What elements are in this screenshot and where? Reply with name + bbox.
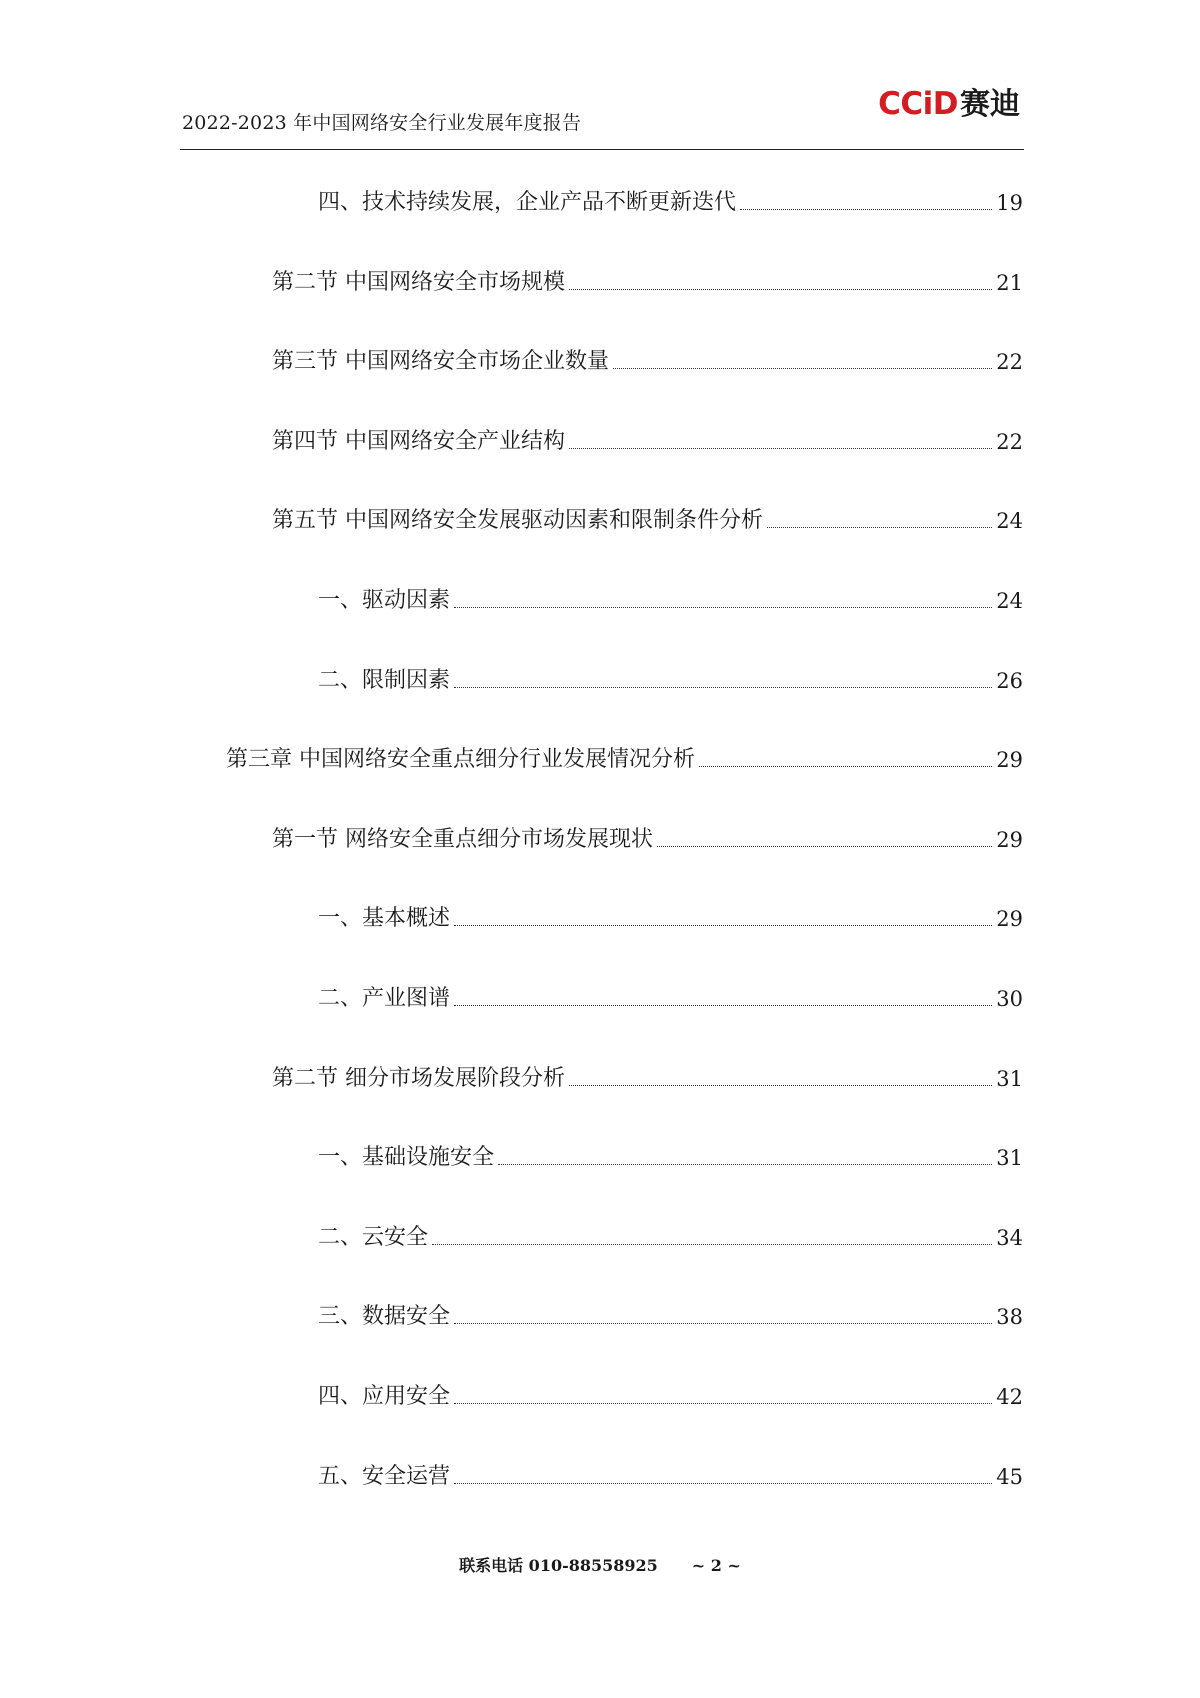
toc-entry-title: 二、产业图谱 [318, 986, 451, 1011]
toc-entry-title: 四、应用安全 [318, 1384, 451, 1409]
toc-entry[interactable] [318, 578, 1023, 612]
toc-dot-leader [613, 368, 992, 369]
toc-entry-title: 第四节 中国网络安全产业结构 [272, 429, 565, 454]
toc-entry-page: 45 [996, 1465, 1023, 1489]
logo-cjk-text: 赛迪 [960, 87, 1020, 122]
toc-entry-page: 42 [996, 1385, 1023, 1409]
toc-entry-title: 第二节 中国网络安全市场规模 [272, 270, 565, 295]
toc-entry[interactable] [272, 260, 1023, 294]
toc-entry[interactable] [318, 658, 1023, 692]
toc-dot-leader [498, 1164, 992, 1165]
toc-dot-leader [657, 846, 992, 847]
toc-entry[interactable] [272, 1056, 1023, 1090]
toc-dot-leader [569, 289, 992, 290]
toc-entry-title: 一、驱动因素 [318, 588, 451, 613]
toc-entry-title: 第一节 网络安全重点细分市场发展现状 [272, 827, 653, 852]
toc-entry-title: 第三节 中国网络安全市场企业数量 [272, 349, 609, 374]
toc-entry[interactable] [272, 817, 1023, 851]
toc-entry-page: 26 [996, 669, 1023, 693]
toc-entry-page: 19 [996, 191, 1023, 215]
toc-entry-title: 第五节 中国网络安全发展驱动因素和限制条件分析 [272, 508, 763, 533]
toc-entry[interactable] [318, 1135, 1023, 1169]
toc-entry-page: 31 [996, 1146, 1023, 1170]
page-number: ~ 2 ~ [691, 1556, 741, 1575]
toc-entry-title: 一、基础设施安全 [318, 1145, 495, 1170]
toc-entry-page: 34 [996, 1226, 1023, 1250]
toc-dot-leader [432, 1244, 992, 1245]
toc-dot-leader [454, 687, 992, 688]
page-footer [0, 1553, 1200, 1576]
toc-entry-title: 二、云安全 [318, 1225, 429, 1250]
toc-dot-leader [569, 1085, 992, 1086]
toc-dot-leader [454, 607, 992, 608]
toc-entry[interactable] [226, 737, 1023, 771]
toc-entry-title: 第三章 中国网络安全重点细分行业发展情况分析 [226, 747, 695, 772]
toc-dot-leader [454, 925, 992, 926]
toc-dot-leader [740, 209, 992, 210]
toc-entry-title: 一、基本概述 [318, 906, 451, 931]
toc-dot-leader [767, 527, 992, 528]
toc-entry-title: 四、技术持续发展，企业产品不断更新迭代 [318, 190, 737, 215]
toc-entry-page: 29 [996, 907, 1023, 931]
toc-entry-page: 21 [996, 271, 1023, 295]
toc-entry-page: 38 [996, 1305, 1023, 1329]
toc-entry-page: 30 [996, 987, 1023, 1011]
toc-entry-title: 二、限制因素 [318, 668, 451, 693]
contact-phone: 联系电话 010-88558925 [459, 1556, 658, 1575]
toc-entry-title: 第二节 细分市场发展阶段分析 [272, 1066, 565, 1091]
toc-dot-leader [454, 1323, 992, 1324]
toc-dot-leader [454, 1483, 992, 1484]
toc-entry[interactable] [272, 419, 1023, 453]
toc-entry[interactable] [318, 896, 1023, 930]
toc-entry-page: 31 [996, 1067, 1023, 1091]
toc-entry-page: 29 [996, 748, 1023, 772]
toc-entry[interactable] [272, 339, 1023, 373]
toc-entry-title: 五、安全运营 [318, 1464, 451, 1489]
toc-entry-page: 29 [996, 828, 1023, 852]
toc-entry[interactable] [318, 1374, 1023, 1408]
toc-entry[interactable] [318, 180, 1023, 214]
page-header [180, 86, 1024, 150]
toc-entry[interactable] [318, 1215, 1023, 1249]
toc-entry[interactable] [318, 976, 1023, 1010]
toc-entry[interactable] [318, 1454, 1023, 1488]
toc-dot-leader [699, 766, 992, 767]
logo-latin-text: CCiD [878, 86, 958, 122]
toc-dot-leader [454, 1005, 992, 1006]
toc-entry[interactable] [318, 1294, 1023, 1328]
toc-dot-leader [569, 448, 992, 449]
toc-entry[interactable] [272, 498, 1023, 532]
toc-entry-page: 24 [996, 509, 1023, 533]
toc-entry-page: 22 [996, 350, 1023, 374]
toc-entry-page: 24 [996, 589, 1023, 613]
report-title: 2022-2023 年中国网络安全行业发展年度报告 [182, 112, 582, 134]
ccid-logo [878, 79, 1020, 123]
toc-entry-title: 三、数据安全 [318, 1304, 451, 1329]
toc-entry-page: 22 [996, 430, 1023, 454]
toc-dot-leader [454, 1403, 992, 1404]
